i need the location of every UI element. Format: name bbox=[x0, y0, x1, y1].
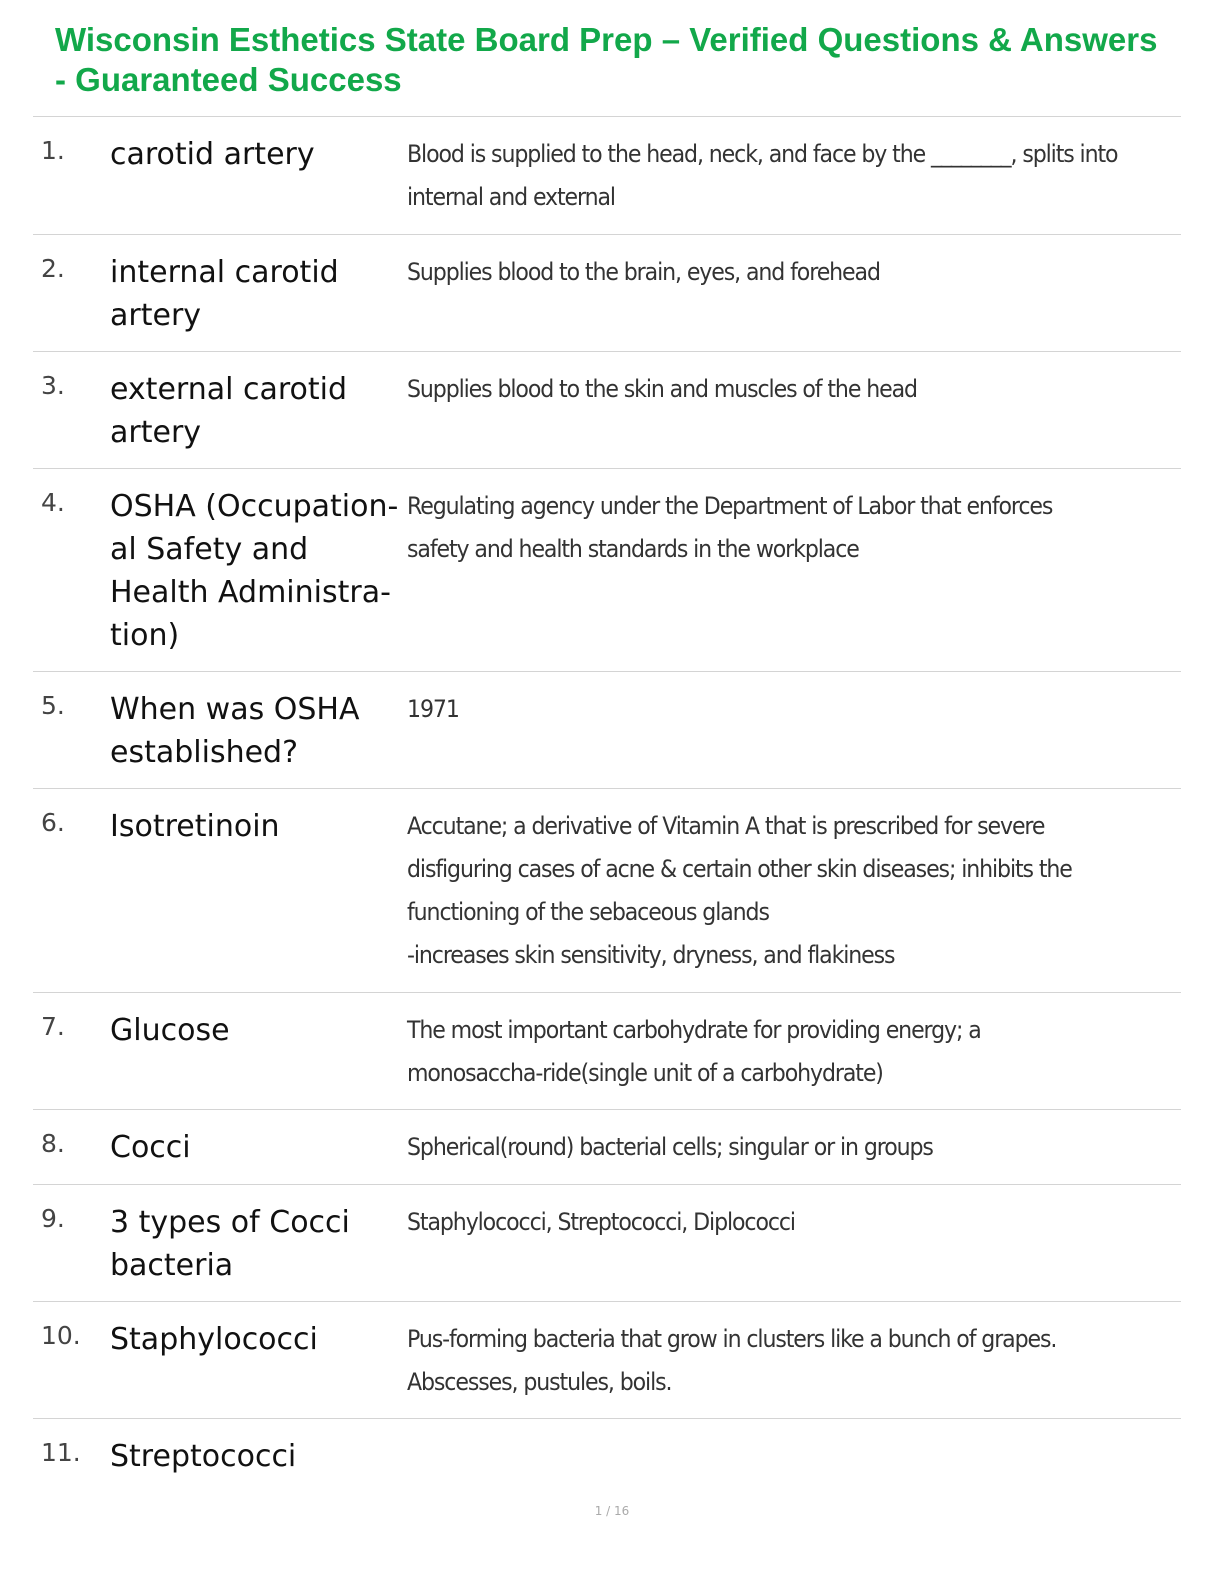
flashcard-row bbox=[33, 469, 1181, 672]
card-number: 4. bbox=[41, 488, 65, 517]
card-number: 9. bbox=[41, 1204, 65, 1233]
card-number: 10. bbox=[41, 1321, 81, 1350]
card-term: OSHA (Occupation-al Safety and Health Administra-tion) bbox=[110, 489, 399, 653]
card-term: Cocci bbox=[110, 1130, 191, 1165]
flashcard-row bbox=[33, 672, 1181, 789]
card-definition: Regulating agency under the Department of Labor that enforces safety and health standards in the workplace bbox=[407, 492, 1053, 563]
card-number: 11. bbox=[41, 1438, 81, 1467]
card-number: 2. bbox=[41, 254, 65, 283]
card-term: external carotid artery bbox=[110, 372, 348, 450]
card-definition: Staphylococci, Streptococci, Diplococci bbox=[407, 1208, 795, 1236]
flashcard-row bbox=[33, 352, 1181, 469]
flashcard-row bbox=[33, 993, 1181, 1110]
card-term: carotid artery bbox=[110, 137, 315, 172]
flashcard-row bbox=[33, 1185, 1181, 1302]
flashcard-row bbox=[33, 1110, 1181, 1185]
page-indicator: 1 / 16 bbox=[594, 1504, 630, 1518]
flashcard-row bbox=[33, 235, 1181, 352]
card-number: 3. bbox=[41, 371, 65, 400]
card-definition bbox=[407, 1435, 1119, 1489]
card-term: 3 types of Cocci bacteria bbox=[110, 1205, 350, 1283]
card-number: 1. bbox=[41, 136, 65, 165]
card-term: internal carotid artery bbox=[110, 255, 339, 333]
card-number: 8. bbox=[41, 1129, 65, 1158]
card-definition: Supplies blood to the skin and muscles of the head bbox=[407, 375, 917, 403]
card-definition: Pus-forming bacteria that grow in clusters like a bunch of grapes. Abscesses, pustules, boils. bbox=[407, 1325, 1057, 1396]
card-number: 7. bbox=[41, 1012, 65, 1041]
card-term: Isotretinoin bbox=[110, 809, 280, 844]
card-number: 6. bbox=[41, 808, 65, 837]
card-term: Glucose bbox=[110, 1013, 230, 1048]
card-number: 5. bbox=[41, 691, 65, 720]
card-definition: Accutane; a derivative of Vitamin A that is prescribed for severe disfiguring cases of acne & certain other skin diseases; inhibits the functioning of the sebaceous glands -increases skin sensitivity, dryness, and flakiness bbox=[407, 812, 1072, 969]
card-definition: Supplies blood to the brain, eyes, and forehead bbox=[407, 258, 880, 286]
card-term: Staphylococci bbox=[110, 1322, 318, 1357]
card-definition: 1971 bbox=[407, 695, 459, 723]
card-term: When was OSHA established? bbox=[110, 692, 360, 770]
flashcard-list bbox=[33, 116, 1181, 1489]
flashcard-row bbox=[33, 789, 1181, 993]
flashcard-row bbox=[33, 117, 1181, 235]
flashcard-row bbox=[33, 1419, 1181, 1489]
card-definition: The most important carbohydrate for providing energy; a monosaccha-ride(single unit of a carbohydrate) bbox=[407, 1016, 981, 1087]
card-definition: Spherical(round) bacterial cells; singular or in groups bbox=[407, 1133, 933, 1161]
card-term: Streptococci bbox=[110, 1439, 297, 1474]
flashcard-row bbox=[33, 1302, 1181, 1419]
card-definition: Blood is supplied to the head, neck, and face by the ________, splits into internal and external bbox=[407, 140, 1118, 211]
document-title: Wisconsin Esthetics State Board Prep – Verified Questions & Answers - Guaranteed Success bbox=[55, 21, 1158, 98]
